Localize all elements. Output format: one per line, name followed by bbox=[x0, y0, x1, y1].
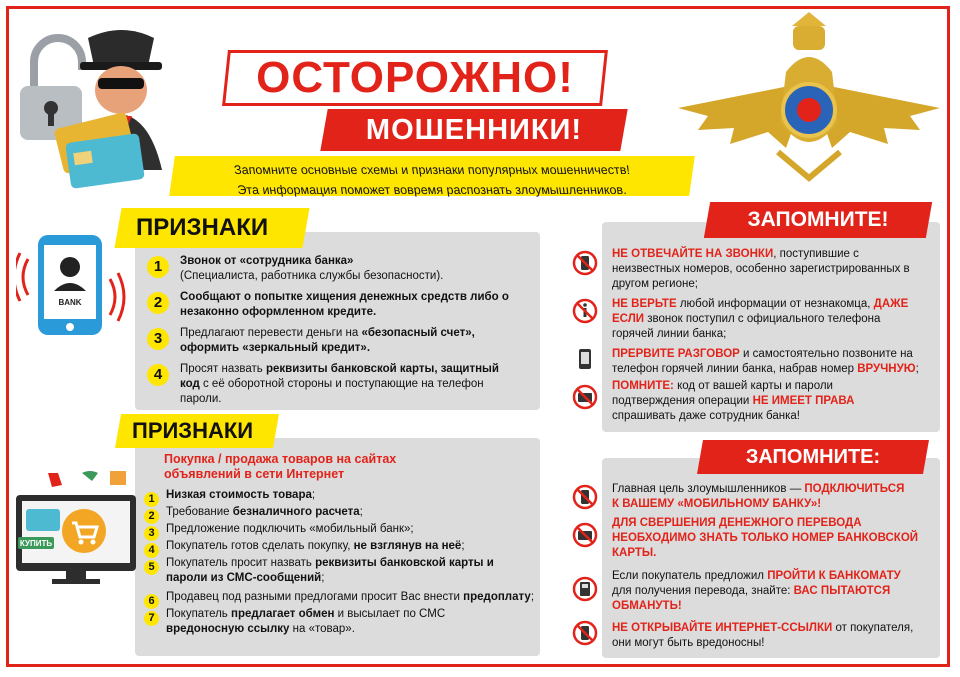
remember2-item-3: Если покупатель предложил ПРОЙТИ К БАНКОМАТУ для получения перевода, знайте: ВАС ПЫТАЮТСЯ ОБМАНУТЬ! bbox=[612, 570, 901, 612]
subtitle-box bbox=[320, 109, 627, 151]
no-card-icon bbox=[572, 384, 598, 410]
remember1-item-3: ПРЕРВИТЕ РАЗГОВОР и самостоятельно позвоните на телефон горячей линии банка, набрав номер ВРУЧНУЮ; bbox=[612, 348, 919, 375]
title-box bbox=[222, 50, 608, 106]
remember1-item-2: НЕ ВЕРЬТЕ любой информации от незнакомца, ДАЖЕ ЕСЛИ звонок поступил с официального телефона горячей линии банка; bbox=[612, 298, 909, 340]
shop-item-4: Покупатель готов сделать покупку, не взглянув на неё; bbox=[166, 540, 465, 552]
police-emblem-icon bbox=[668, 12, 950, 182]
sign-item-2: Сообщают о попытке хищения денежных средств либо о незаконно оформленном кредите. bbox=[180, 291, 509, 318]
shop-item-1: Низкая стоимость товара; bbox=[166, 489, 316, 501]
no-call-icon bbox=[572, 250, 598, 276]
shop-num-7: 7 bbox=[144, 608, 159, 626]
intro-line-2: Эта информация поможет вовремя распознать злоумышленников. bbox=[236, 183, 628, 197]
remember1-item-4: ПОМНИТЕ: код от вашей карты и пароли подтверждения операции НЕ ИМЕЕТ ПРАВА спрашивать даже сотрудник банка! bbox=[612, 380, 855, 422]
signs-tag-2-label: ПРИЗНАКИ bbox=[132, 418, 254, 443]
sign-num-4: 4 bbox=[147, 364, 169, 386]
signs-tag-1-label: ПРИЗНАКИ bbox=[136, 214, 269, 241]
computer-cart-icon bbox=[12, 465, 140, 590]
no-card-details-icon bbox=[572, 522, 598, 548]
sign-num-3: 3 bbox=[147, 328, 169, 350]
shop-num-2: 2 bbox=[144, 506, 159, 524]
shop-item-3: Предложение подключить «мобильный банк»; bbox=[166, 523, 414, 535]
atm-icon bbox=[572, 576, 598, 602]
signs-tag-1 bbox=[114, 208, 309, 248]
shop-num-4: 4 bbox=[144, 540, 159, 558]
phone-bank-label: BANK bbox=[58, 298, 82, 307]
no-link-icon bbox=[572, 620, 598, 646]
shop-item-5: Покупатель просит назвать реквизиты банковской карты и пароли из СМС-сообщений; bbox=[166, 557, 494, 584]
sign-num-1: 1 bbox=[147, 256, 169, 278]
remember1-item-1: НЕ ОТВЕЧАЙТЕ НА ЗВОНКИ, поступившие с неизвестных номеров, особенно зарегистрированных в другом регионе; bbox=[612, 248, 910, 290]
sign-item-4: Просят назвать реквизиты банковской карты, защитный код с её оборотной стороны и поступающие на телефон пароли. bbox=[180, 363, 499, 405]
remember-tag-2: ЗАПОМНИТЕ: bbox=[697, 440, 929, 474]
signs-tag-2 bbox=[115, 414, 279, 448]
shop-heading: Покупка / продажа товаров на сайтах объявлений в сети Интернет bbox=[164, 452, 397, 481]
sign-num-2: 2 bbox=[147, 292, 169, 314]
shop-item-7: Покупатель предлагает обмен и высылает по СМС вредоносную ссылку на «товар». bbox=[166, 608, 446, 635]
buy-label: КУПИТЬ bbox=[19, 539, 53, 548]
shop-item-6: Продавец под разными предлогами просит Вас внести предоплату; bbox=[166, 591, 535, 603]
sign-item-3: Предлагают перевести деньги на «безопасный счет», оформить «зеркальный кредит». bbox=[180, 327, 475, 354]
shop-num-6: 6 bbox=[144, 591, 159, 609]
shop-num-5: 5 bbox=[144, 557, 159, 575]
fraudster-illustration bbox=[12, 20, 172, 190]
remember-tag-1: ЗАПОМНИТЕ! bbox=[704, 202, 932, 238]
no-info-icon bbox=[572, 298, 598, 324]
shop-num-3: 3 bbox=[144, 523, 159, 541]
shop-num-1: 1 bbox=[144, 489, 159, 507]
intro-banner bbox=[169, 156, 695, 196]
page-subtitle: МОШЕННИКИ! bbox=[365, 114, 583, 146]
phone-call-icon bbox=[16, 225, 126, 340]
remember2-item-2: ДЛЯ СВЕРШЕНИЯ ДЕНЕЖНОГО ПЕРЕВОДА НЕОБХОДИМО ЗНАТЬ ТОЛЬКО НОМЕР БАНКОВСКОЙ КАРТЫ. bbox=[612, 517, 919, 559]
padlock-icon bbox=[20, 38, 82, 140]
remember2-item-4: НЕ ОТКРЫВАЙТЕ ИНТЕРНЕТ-ССЫЛКИ от покупателя, они могут быть вредоносны! bbox=[612, 622, 914, 649]
page-title: ОСТОРОЖНО! bbox=[256, 53, 574, 102]
shopping-icon bbox=[48, 471, 126, 487]
shop-item-2: Требование безналичного расчета; bbox=[166, 506, 363, 518]
hang-up-icon bbox=[572, 346, 598, 372]
intro-line-1: Запомните основные схемы и признаки популярных мошенничеств! bbox=[233, 163, 631, 177]
no-mobile-bank-icon bbox=[572, 484, 598, 510]
remember2-item-1: Главная цель злоумышленников — ПОДКЛЮЧИТЬСЯ К ВАШЕМУ «МОБИЛЬНОМУ БАНКУ»! bbox=[612, 483, 905, 510]
sign-item-1: Звонок от «сотрудника банка» (Специалиста, работника службы безопасности). bbox=[180, 255, 444, 282]
